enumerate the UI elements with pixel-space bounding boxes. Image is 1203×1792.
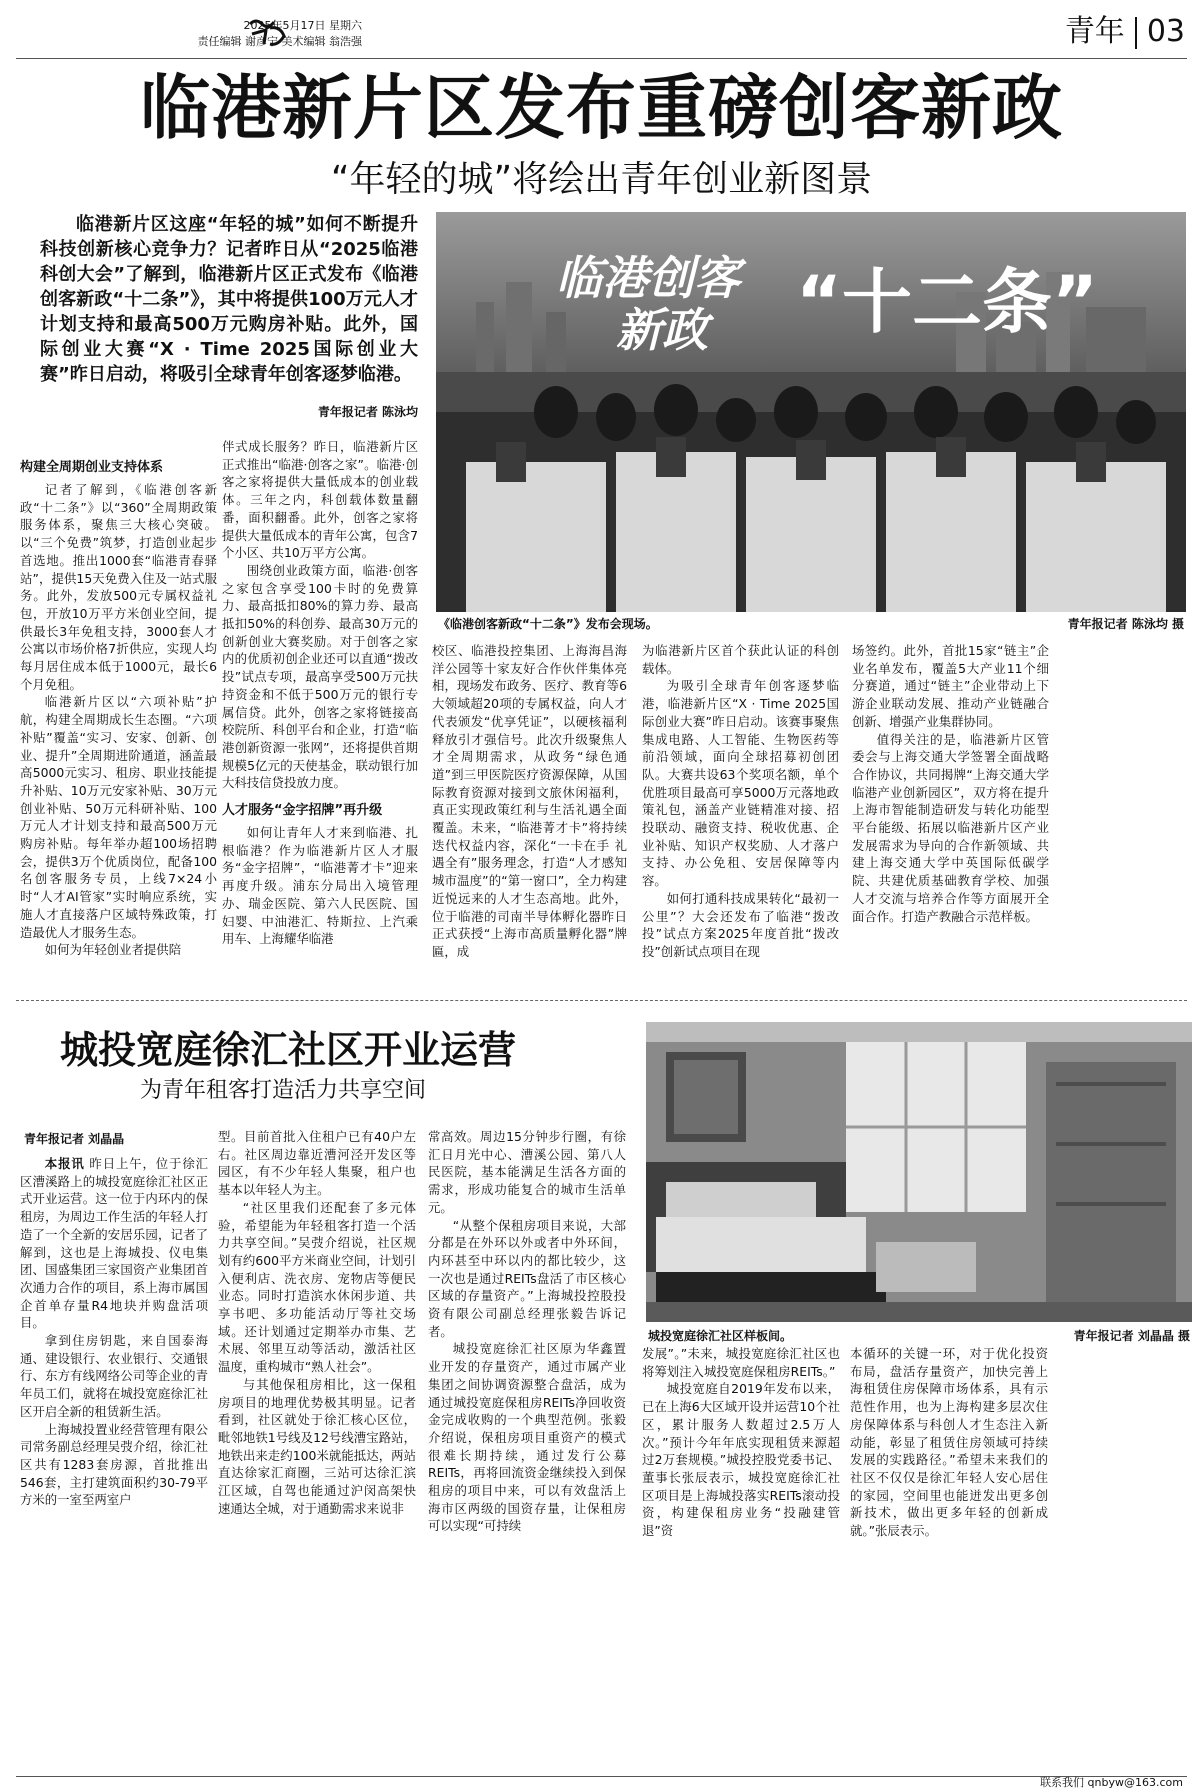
- footer-contact: 联系我们 qnbyw@163.com: [1040, 1776, 1183, 1789]
- paragraph: 记者了解到，《临港创客新政“十二条”》以“360”全周期政策服务体系，聚焦三大核心突破。以“三个免费”筑梦，打造创业起步首选地。推出1000套“临港青春驿站”，提供15天免费入住及一站式服务。此外，发放500元专属权益礼包，开放10万平方米创业空间，提供最长3年免租支持，3000套人才公寓以市场价格7折供应，实现人均每月居住成本低于1000元，最长6个月免租。: [20, 482, 217, 692]
- article-column-5: [852, 642, 1049, 925]
- paragraph: “从整个保租房项目来说，大部分都是在外环以外或者中外环间，内环甚至中环以内的都比较少，这一次也是通过REITs盘活了市区核心区域的存量资产。”上海城投控股投资有限公司副总经理张毅告诉记者。: [428, 1217, 626, 1339]
- section-header: [1065, 12, 1185, 52]
- apartment-illustration: [646, 1022, 1192, 1322]
- paragraph: 城投宽庭徐汇社区原为华鑫置业开发的存量资产，通过市属产业集团之间协调资源整合盘活，成为通过城投宽庭保租房REITs净回收资金完成收购的一个典型范例。张毅介绍说，保租房项目重资产的模式很难长期持续，通过发行公募REITs，再将回流资金继续投入到保租房的项目中来，可以有效盘活上海市区两级的国资存量，让保租房可以实现“可持续: [428, 1341, 626, 1534]
- main-subheadline: “年轻的城”将绘出青年创业新图景: [330, 159, 873, 200]
- article-column-6: [20, 1155, 208, 1509]
- photo-caption: 城投宽庭徐汇社区样板间。: [648, 1329, 793, 1343]
- photo-overlay-line1: 临港创客: [556, 251, 740, 305]
- paragraph: 拿到住房钥匙，来自国泰海通、建设银行、农业银行、交通银行、东方有线网络公司等企业的青年员工们，就将在城投宽庭徐汇社区开启全新的租赁新生活。: [20, 1333, 208, 1419]
- photo-credit: 青年报记者 刘晶晶 摄: [1073, 1329, 1190, 1343]
- second-subheadline: 为青年租客打造活力共享空间: [140, 1078, 427, 1103]
- newspaper-logo-icon: [246, 14, 290, 52]
- section-heading: 人才服务“金字招牌”再升级: [222, 803, 383, 819]
- photo-overlay-big: “十二条”: [796, 261, 1099, 343]
- paragraph: 为吸引全球青年创客逐梦临港，临港新片区“X · Time 2025国际创业大赛”昨日启动。该赛事聚焦集成电路、人工智能、生物医药等前沿领域，面向全球招募初创团队。大赛共设63个奖项名额，单个优胜项目最高可享5000万元落地政策礼包，涵盖产业链精准对接、招投联动、融资支持、税收优惠、企业补贴、知识产权奖励、人才落户支持、办公免租、安居保障等内容。: [642, 678, 839, 889]
- byline: 青年报记者 刘晶晶: [24, 1132, 125, 1146]
- article-column-10: [850, 1345, 1048, 1540]
- photo-caption-row: [438, 615, 1184, 632]
- paragraph: 临港新片区以“六项补贴”护航，构建全周期成长生态圈。“六项补贴”覆盖“实习、安家、创新、创业、提升”全周期进阶通道，涵盖最高5000元实习、租房、职业技能提升补贴、10万元安家补贴、30万元创业补贴、50万元科研补贴、100万元人才计划支持和最高500万元购房补贴。每年举办超100场招聘会，提供3万个优质岗位，配备100名创客服务专员，上线7×24小时“人才AI管家”实时响应系统，实施人才直接落户区域特殊政策，打造最优人才服务生态。: [20, 694, 217, 940]
- apartment-showroom-photo: [646, 1022, 1192, 1322]
- paragraph: 场签约。此外，首批15家“链主”企业名单发布，覆盖5大产业11个细分赛道，通过“链主”企业带动上下游企业联动发展、推动产业链融合创新、增强产业集群协同。: [852, 643, 1049, 729]
- photo-credit: 青年报记者 陈泳均 摄: [1067, 617, 1184, 631]
- paragraph: 与其他保租房相比，这一保租房项目的地理优势极其明显。记者看到，社区就处于徐汇核心区位，毗邻地铁1号线及12号线漕宝路站，地铁出来走约100米就能抵达，两站直达徐家汇商圈，三站可达徐汇滨江区域，自驾也能通过沪闵高架快速通达全城，对于通勤需求来说非: [218, 1376, 416, 1516]
- paragraph: 如何为年轻创业者提供陪: [44, 942, 182, 958]
- paragraph: 值得关注的是，临港新片区管委会与上海交通大学签署全面战略合作协议，共同揭牌“上海交通大学临港产业创新园区”，双方将在提升上海市智能制造研发与转化功能型平台能级、拓展以临港新片区产业发展需求为导向的合作新领域、共建上海交通大学中英国际低碳学院、共建优质基础教育学校、加强人才交流与培养合作等方面展开全面合作。打造产教融合示范样板。: [852, 731, 1049, 924]
- section-divider: [1135, 17, 1137, 49]
- article-column-9: [642, 1345, 840, 1540]
- article-column-7: [218, 1128, 416, 1517]
- paragraph: 如何让青年人才来到临港、扎根临港？作为临港新片区人才服务“金字招牌”，“临港菁才卡”迎来再度升级。浦东分局出入境管理办、瑞金医院、第六人民医院、国妇婴、中油港汇、特斯拉、上汽乘用车、上海耀华临港: [222, 825, 418, 947]
- article-column-1: [20, 455, 217, 959]
- paragraph: 为临港新片区首个获此认证的科创载体。: [642, 643, 839, 676]
- article-column-8: [428, 1128, 626, 1535]
- editors-line: 责任编辑 谢彦宁 美术编辑 翁浩强: [197, 35, 362, 48]
- paragraph: 发展”。”未来，城投宽庭徐汇社区也将筹划注入城投宽庭保租房REITs。”: [642, 1346, 840, 1379]
- page-number: 03: [1146, 14, 1185, 49]
- issue-date: 2025年5月17日 星期六: [243, 19, 362, 32]
- paragraph: 城投宽庭自2019年发布以来，已在上海6大区域开设并运营10个社区，累计服务人数超过2.5万人次。”预计今年年底实现租赁来源超过2万套规模。”城投控股党委书记、董事长张辰表示，城投宽庭徐汇社区项目是上海城投落实REITs滚动投资，构建保租房业务“投融建管退”资: [642, 1381, 840, 1539]
- paragraph: 型。目前首批入住租户已有40户左右。社区周边靠近漕河泾开发区等园区，有不少年轻人集聚，租户也基本以年轻人为主。: [218, 1129, 416, 1198]
- paragraph: 围绕创业政策方面，临港·创客之家包含享受100卡时的免费算力、最高抵扣80%的算力券、最高抵扣50%的科创券、最高30万元的创新创业大赛奖励。对于创客之家内的优质初创企业还可以直通“拨改投”试点专项，最高享受500万元扶持资金和不低于500万元的银行专属信贷。此外，创客之家将链接高校院所、科创平台和企业，打造“临港创新资源一张网”，还将提供首期规模5亿元的天使基金，联动银行加大科技信贷投放力度。: [222, 562, 418, 791]
- paragraph: 如何打通科技成果转化“最初一公里”？大会还发布了临港“拨改投”试点方案2025年度首批“拨改投”创新试点项目在现: [642, 890, 839, 959]
- footer-rule: [16, 1776, 1187, 1777]
- photo-overlay-line2: 新政: [616, 303, 708, 357]
- main-headline: 临港新片区发布重磅创客新政: [140, 67, 1063, 149]
- paragraph-text: 昨日上午，位于徐汇区漕溪路上的城投宽庭徐汇社区正式开业运营。这一位于内环内的保租房，为周边工作生活的年轻人打造了一个全新的安居乐园，记者了解到，这也是上海城投、仪电集团、国盛集团三家国资产业集团首次通力合作的项目，系上海市属国企首单存量R4地块并购盘活项目。: [20, 1156, 208, 1331]
- paragraph: 常高效。周边15分钟步行圈，有徐汇日月光中心、漕溪公园、第八人民医院，基本能满足生活各方面的需求，形成功能复合的城市生活单元。: [428, 1129, 626, 1215]
- lede-paragraph: 临港新片区这座“年轻的城”如何不断提升科技创新核心竞争力？记者昨日从“2025临港科创大会”了解到，临港新片区正式发布《临港创客新政“十二条”》，其中将提供100万元人才计划支持和最高500万元购房补贴。此外，国际创业大赛“X · Time 2025国际创业大赛”昨日启动，将吸引全球青年创客逐梦临港。: [40, 214, 418, 385]
- story-divider: [16, 1000, 1187, 1001]
- second-headline: 城投宽庭徐汇社区开业运营: [60, 1028, 517, 1072]
- article-column-4: [642, 642, 839, 961]
- photo-caption-row-2: [648, 1327, 1190, 1344]
- section-name: 青年: [1064, 14, 1125, 49]
- header-rule: [16, 58, 1187, 59]
- paragraph: 上海城投置业经营管理有限公司常务副总经理吴弢介绍，徐汇社区共有1283套房源，首批推出546套，主打建筑面积约30-79平方米的一室至两室户: [20, 1421, 208, 1508]
- paragraph: 伴式成长服务？昨日，临港新片区正式推出“临港·创客之家”。临港·创客之家将提供大量低成本的创业载体。三年之内，科创载体数量翻番，面积翻番。此外，创客之家将提供大量低成本的青年公寓，包含7个小区、共10万平方公寓。: [222, 439, 418, 561]
- paragraph: 校区、临港投控集团、上海海昌海洋公园等十家友好合作伙伴集体亮相，现场发布政务、医疗、教育等6大领域超20项的专属权益，向人才代表颁发“优享凭证”，以硬核福利释放引才强信号。此次升级聚焦人才全周期需求，从政务“绿色通道”到三甲医院医疗资源保障，从国际教育资源对接到文旅休闲福利，真正实现政策红利与生活礼遇全面覆盖。未来，“临港菁才卡”将持续迭代权益内容，深化“一卡在手 礼遇全有”服务理念，打造“人才感知城市温度”的“第一窗口”，全力构建近悦远来的人才生态高地。此外，位于临港的司南半导体孵化器昨日正式获授“上海市高质量孵化器”牌匾，成: [432, 643, 627, 959]
- dateline: 本报讯: [44, 1156, 85, 1171]
- article-column-3: [432, 642, 627, 961]
- paragraph: “社区里我们还配套了多元体验，希望能为年轻租客打造一个活力共享空间。”吴弢介绍说，社区规划有约600平方米商业空间，计划引入便利店、洗衣房、宠物店等便民业态。同时打造滨水休闲步道、共享书吧、多功能活动厅等社交场域。还计划通过定期举办市集、艺术展、邻里互动等活动，激活社区温度，重构城市“熟人社会”。: [218, 1199, 416, 1375]
- press-conference-photo: [436, 212, 1186, 612]
- photo-overlay-text: [556, 252, 740, 356]
- byline: 青年报记者 陈泳均: [317, 405, 418, 419]
- section-heading: 构建全周期创业支持体系: [20, 460, 164, 475]
- photo-caption: 《临港创客新政“十二条”》发布会现场。: [438, 617, 658, 631]
- article-column-2: [222, 438, 418, 948]
- paragraph: 本循环的关键一环，对于优化投资布局，盘活存量资产，加快完善上海租赁住房保障市场体系，具有示范性作用，也为上海构建多层次住房保障体系与科创人才生态注入新动能，彰显了租赁住房领域可持续发展的实践路径。”希望未来我们的社区不仅仅是徐汇年轻人安心居住的家园，空间里也能迸发出更多创新技术，做出更多年轻的创新成就。”张辰表示。: [850, 1346, 1048, 1539]
